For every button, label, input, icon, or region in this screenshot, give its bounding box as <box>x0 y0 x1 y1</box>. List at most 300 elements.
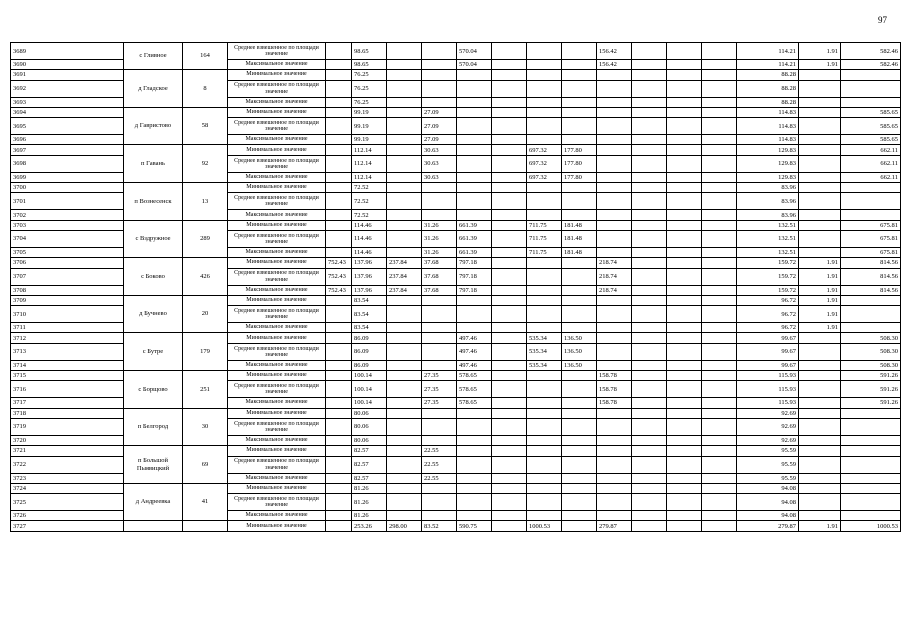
table-row <box>11 258 901 268</box>
value-type-label: Среднее взвешенное по площади значение <box>228 193 326 210</box>
value-cell: 83.96 <box>737 183 799 193</box>
value-cell: 181.48 <box>562 230 597 247</box>
value-type-label: Минимальное значение <box>228 521 326 531</box>
value-cell: 27.35 <box>422 371 457 381</box>
value-cell <box>387 381 422 398</box>
value-cell <box>667 418 702 435</box>
value-cell <box>492 43 527 60</box>
value-cell <box>702 456 737 473</box>
data-table <box>10 42 901 532</box>
value-cell: 72.52 <box>352 193 387 210</box>
value-cell: 181.48 <box>562 220 597 230</box>
value-cell <box>492 473 527 483</box>
value-cell: 82.57 <box>352 456 387 473</box>
value-cell: 136.50 <box>562 360 597 370</box>
value-cell <box>597 70 632 80</box>
value-cell: 237.84 <box>387 268 422 285</box>
value-cell <box>841 511 901 521</box>
value-cell <box>387 435 422 445</box>
value-cell <box>702 107 737 117</box>
table-row <box>11 145 901 155</box>
value-cell <box>597 306 632 323</box>
value-cell <box>667 70 702 80</box>
table-row <box>11 483 901 493</box>
value-cell <box>326 511 352 521</box>
value-cell: 711.75 <box>527 220 562 230</box>
value-cell <box>799 107 841 117</box>
value-cell <box>457 70 492 80</box>
value-type-label: Максимальное значение <box>228 172 326 182</box>
value-cell <box>492 118 527 135</box>
value-cell <box>326 381 352 398</box>
value-cell: 711.75 <box>527 230 562 247</box>
value-cell <box>422 210 457 220</box>
value-cell <box>387 483 422 493</box>
value-cell <box>667 230 702 247</box>
value-cell: 94.08 <box>737 494 799 511</box>
value-cell <box>562 97 597 107</box>
value-cell <box>326 306 352 323</box>
value-cell <box>632 135 667 145</box>
value-cell: 80.06 <box>352 418 387 435</box>
table-row <box>11 295 901 305</box>
population: 8 <box>183 70 228 108</box>
value-cell <box>457 323 492 333</box>
value-cell <box>326 435 352 445</box>
value-cell: 22.55 <box>422 456 457 473</box>
value-cell <box>632 306 667 323</box>
value-cell: 81.26 <box>352 511 387 521</box>
population: 426 <box>183 258 228 296</box>
row-number: 3708 <box>11 285 124 295</box>
value-cell: 72.52 <box>352 210 387 220</box>
value-cell <box>492 494 527 511</box>
value-cell <box>702 343 737 360</box>
value-cell <box>597 295 632 305</box>
value-cell <box>387 70 422 80</box>
value-cell <box>841 323 901 333</box>
settlement-name <box>124 521 183 531</box>
value-cell <box>667 97 702 107</box>
value-cell: 159.72 <box>737 285 799 295</box>
value-cell: 1.91 <box>799 295 841 305</box>
value-cell: 30.63 <box>422 172 457 182</box>
value-cell <box>492 360 527 370</box>
value-cell <box>632 285 667 295</box>
value-cell <box>667 220 702 230</box>
value-type-label: Максимальное значение <box>228 435 326 445</box>
value-cell <box>702 483 737 493</box>
value-cell <box>562 371 597 381</box>
value-cell <box>492 135 527 145</box>
value-cell: 136.50 <box>562 343 597 360</box>
value-type-label: Среднее взвешенное по площади значение <box>228 80 326 97</box>
value-cell <box>387 80 422 97</box>
value-cell <box>667 511 702 521</box>
value-cell <box>667 145 702 155</box>
value-cell <box>702 408 737 418</box>
value-cell: 22.55 <box>422 446 457 456</box>
value-cell <box>632 193 667 210</box>
value-cell <box>667 381 702 398</box>
value-cell <box>326 473 352 483</box>
value-cell <box>702 97 737 107</box>
value-cell <box>702 381 737 398</box>
value-cell: 1.91 <box>799 521 841 531</box>
value-cell: 137.96 <box>352 285 387 295</box>
settlement-name: с Гливное <box>124 43 183 70</box>
value-cell: 112.14 <box>352 172 387 182</box>
value-cell: 99.19 <box>352 107 387 117</box>
value-cell: 99.67 <box>737 333 799 343</box>
value-cell <box>702 172 737 182</box>
value-cell <box>492 483 527 493</box>
value-cell <box>562 521 597 531</box>
value-cell <box>597 435 632 445</box>
value-cell: 132.51 <box>737 247 799 257</box>
settlement-name: п Гавань <box>124 145 183 183</box>
value-cell <box>387 360 422 370</box>
settlement-name: д Гладское <box>124 70 183 108</box>
value-cell <box>562 193 597 210</box>
value-cell <box>422 193 457 210</box>
row-number: 3720 <box>11 435 124 445</box>
value-cell <box>492 172 527 182</box>
value-cell <box>667 118 702 135</box>
value-type-label: Среднее взвешенное по площади значение <box>228 343 326 360</box>
value-cell <box>799 333 841 343</box>
value-cell: 27.35 <box>422 398 457 408</box>
value-cell <box>492 230 527 247</box>
value-type-label: Среднее взвешенное по площади значение <box>228 155 326 172</box>
value-cell <box>702 494 737 511</box>
value-cell <box>799 118 841 135</box>
population: 69 <box>183 446 228 484</box>
value-cell <box>632 210 667 220</box>
value-cell: 114.21 <box>737 43 799 60</box>
value-cell <box>326 60 352 70</box>
value-cell <box>326 521 352 531</box>
value-cell <box>841 408 901 418</box>
value-cell: 591.26 <box>841 381 901 398</box>
value-cell: 99.19 <box>352 135 387 145</box>
value-cell: 177.80 <box>562 155 597 172</box>
value-cell <box>422 60 457 70</box>
value-cell: 80.06 <box>352 408 387 418</box>
value-cell <box>527 193 562 210</box>
table-row <box>11 183 901 193</box>
value-type-label: Среднее взвешенное по площади значение <box>228 418 326 435</box>
value-cell <box>387 511 422 521</box>
value-cell <box>387 306 422 323</box>
value-cell <box>799 230 841 247</box>
value-cell: 99.67 <box>737 343 799 360</box>
value-cell <box>632 456 667 473</box>
value-cell <box>457 80 492 97</box>
value-cell <box>527 258 562 268</box>
value-type-label: Максимальное значение <box>228 247 326 257</box>
value-type-label: Среднее взвешенное по площади значение <box>228 456 326 473</box>
value-cell <box>492 521 527 531</box>
value-cell: 218.74 <box>597 285 632 295</box>
row-number: 3702 <box>11 210 124 220</box>
value-cell: 591.26 <box>841 398 901 408</box>
value-type-label: Минимальное значение <box>228 145 326 155</box>
value-cell <box>527 494 562 511</box>
value-cell <box>562 306 597 323</box>
value-cell <box>562 435 597 445</box>
value-cell <box>562 408 597 418</box>
value-cell <box>841 70 901 80</box>
value-cell <box>667 258 702 268</box>
value-cell <box>667 408 702 418</box>
value-cell: 585.65 <box>841 107 901 117</box>
value-cell <box>799 80 841 97</box>
value-cell <box>527 118 562 135</box>
value-cell <box>562 60 597 70</box>
value-cell: 158.78 <box>597 381 632 398</box>
value-cell: 100.14 <box>352 371 387 381</box>
value-cell <box>702 371 737 381</box>
value-cell <box>492 60 527 70</box>
value-type-label: Минимальное значение <box>228 295 326 305</box>
value-cell <box>667 80 702 97</box>
value-cell: 497.46 <box>457 343 492 360</box>
value-cell: 578.65 <box>457 398 492 408</box>
value-cell <box>597 494 632 511</box>
value-cell <box>597 343 632 360</box>
value-cell: 752.43 <box>326 285 352 295</box>
value-cell <box>702 306 737 323</box>
table-row <box>11 333 901 343</box>
value-cell: 662.11 <box>841 145 901 155</box>
population: 251 <box>183 371 228 409</box>
value-cell <box>799 483 841 493</box>
value-type-label: Среднее взвешенное по площади значение <box>228 306 326 323</box>
value-cell <box>702 446 737 456</box>
value-cell <box>702 118 737 135</box>
value-cell <box>422 306 457 323</box>
value-cell: 114.83 <box>737 135 799 145</box>
value-cell: 508.30 <box>841 333 901 343</box>
value-cell <box>597 183 632 193</box>
value-cell: 279.87 <box>737 521 799 531</box>
value-cell <box>562 494 597 511</box>
value-cell: 95.59 <box>737 456 799 473</box>
table-row <box>11 220 901 230</box>
value-cell: 661.39 <box>457 247 492 257</box>
value-cell: 675.81 <box>841 247 901 257</box>
value-cell: 92.69 <box>737 435 799 445</box>
value-cell: 112.14 <box>352 145 387 155</box>
value-cell: 22.55 <box>422 473 457 483</box>
value-cell: 578.65 <box>457 381 492 398</box>
row-number: 3709 <box>11 295 124 305</box>
value-cell: 137.96 <box>352 268 387 285</box>
value-cell <box>492 371 527 381</box>
value-cell <box>632 183 667 193</box>
value-cell <box>562 418 597 435</box>
value-cell <box>667 435 702 445</box>
value-cell: 132.51 <box>737 230 799 247</box>
value-cell <box>387 145 422 155</box>
value-cell <box>841 183 901 193</box>
row-number: 3703 <box>11 220 124 230</box>
value-cell: 662.11 <box>841 155 901 172</box>
value-cell <box>562 473 597 483</box>
population: 41 <box>183 483 228 521</box>
value-cell: 98.65 <box>352 60 387 70</box>
value-cell <box>422 295 457 305</box>
value-cell <box>562 80 597 97</box>
value-type-label: Минимальное значение <box>228 183 326 193</box>
settlement-name: с Бутре <box>124 333 183 371</box>
value-cell: 80.06 <box>352 435 387 445</box>
value-cell <box>562 511 597 521</box>
row-number: 3689 <box>11 43 124 60</box>
value-cell <box>799 155 841 172</box>
value-cell: 86.09 <box>352 360 387 370</box>
value-cell <box>632 398 667 408</box>
value-cell <box>457 183 492 193</box>
value-cell: 156.42 <box>597 43 632 60</box>
value-cell <box>799 97 841 107</box>
value-cell <box>799 456 841 473</box>
value-cell <box>387 398 422 408</box>
value-cell <box>326 247 352 257</box>
value-cell <box>326 155 352 172</box>
row-number: 3719 <box>11 418 124 435</box>
value-cell <box>841 456 901 473</box>
value-cell <box>799 418 841 435</box>
value-cell <box>527 285 562 295</box>
value-cell: 752.43 <box>326 258 352 268</box>
value-cell: 94.08 <box>737 483 799 493</box>
value-cell <box>387 371 422 381</box>
population: 13 <box>183 183 228 221</box>
value-cell <box>702 220 737 230</box>
value-cell: 797.18 <box>457 258 492 268</box>
value-type-label: Минимальное значение <box>228 371 326 381</box>
value-cell <box>841 435 901 445</box>
value-cell <box>597 145 632 155</box>
value-cell <box>387 343 422 360</box>
value-cell: 590.75 <box>457 521 492 531</box>
value-cell <box>632 80 667 97</box>
value-cell: 92.69 <box>737 418 799 435</box>
value-cell <box>422 323 457 333</box>
value-cell <box>326 220 352 230</box>
value-cell: 697.32 <box>527 172 562 182</box>
value-cell: 711.75 <box>527 247 562 257</box>
value-cell <box>632 494 667 511</box>
value-cell <box>492 456 527 473</box>
value-cell <box>632 247 667 257</box>
value-cell <box>326 135 352 145</box>
row-number: 3717 <box>11 398 124 408</box>
value-cell <box>326 80 352 97</box>
value-cell <box>667 306 702 323</box>
row-number: 3706 <box>11 258 124 268</box>
value-cell <box>492 511 527 521</box>
table-row <box>11 107 901 117</box>
value-type-label: Минимальное значение <box>228 107 326 117</box>
value-type-label: Среднее взвешенное по площади значение <box>228 230 326 247</box>
value-cell: 95.59 <box>737 446 799 456</box>
population: 289 <box>183 220 228 258</box>
value-cell <box>422 511 457 521</box>
value-cell <box>632 483 667 493</box>
value-cell <box>326 456 352 473</box>
value-cell <box>702 230 737 247</box>
value-cell <box>562 107 597 117</box>
value-cell <box>632 70 667 80</box>
value-cell: 497.46 <box>457 360 492 370</box>
value-cell <box>387 333 422 343</box>
value-cell <box>597 418 632 435</box>
value-cell: 27.09 <box>422 107 457 117</box>
row-number: 3701 <box>11 193 124 210</box>
value-cell <box>387 230 422 247</box>
value-type-label: Максимальное значение <box>228 511 326 521</box>
settlement-name: п Белгород <box>124 408 183 446</box>
value-cell <box>799 511 841 521</box>
value-cell <box>457 408 492 418</box>
value-cell: 814.56 <box>841 285 901 295</box>
row-number: 3690 <box>11 60 124 70</box>
value-cell <box>457 306 492 323</box>
value-cell <box>457 494 492 511</box>
value-cell <box>841 210 901 220</box>
value-cell: 96.72 <box>737 295 799 305</box>
value-cell <box>527 268 562 285</box>
value-cell: 99.19 <box>352 118 387 135</box>
value-cell <box>527 107 562 117</box>
value-cell <box>527 183 562 193</box>
value-cell <box>422 483 457 493</box>
value-cell: 159.72 <box>737 258 799 268</box>
row-number: 3707 <box>11 268 124 285</box>
value-cell <box>702 60 737 70</box>
value-type-label: Минимальное значение <box>228 70 326 80</box>
value-cell <box>799 494 841 511</box>
settlement-name: д Гавристово <box>124 107 183 145</box>
value-cell <box>702 295 737 305</box>
value-cell: 99.67 <box>737 360 799 370</box>
value-cell <box>457 210 492 220</box>
row-number: 3705 <box>11 247 124 257</box>
value-cell: 129.83 <box>737 172 799 182</box>
value-cell <box>632 473 667 483</box>
value-cell <box>387 408 422 418</box>
settlement-name: с Вздружное <box>124 220 183 258</box>
value-cell <box>527 483 562 493</box>
value-cell <box>457 193 492 210</box>
value-cell: 1.91 <box>799 306 841 323</box>
value-cell <box>702 183 737 193</box>
value-cell <box>702 511 737 521</box>
value-cell: 94.08 <box>737 511 799 521</box>
value-cell <box>667 155 702 172</box>
value-cell <box>562 135 597 145</box>
value-cell <box>527 371 562 381</box>
value-cell <box>632 418 667 435</box>
row-number: 3712 <box>11 333 124 343</box>
value-cell: 159.72 <box>737 268 799 285</box>
value-cell <box>799 220 841 230</box>
row-number: 3693 <box>11 97 124 107</box>
value-cell: 132.51 <box>737 220 799 230</box>
